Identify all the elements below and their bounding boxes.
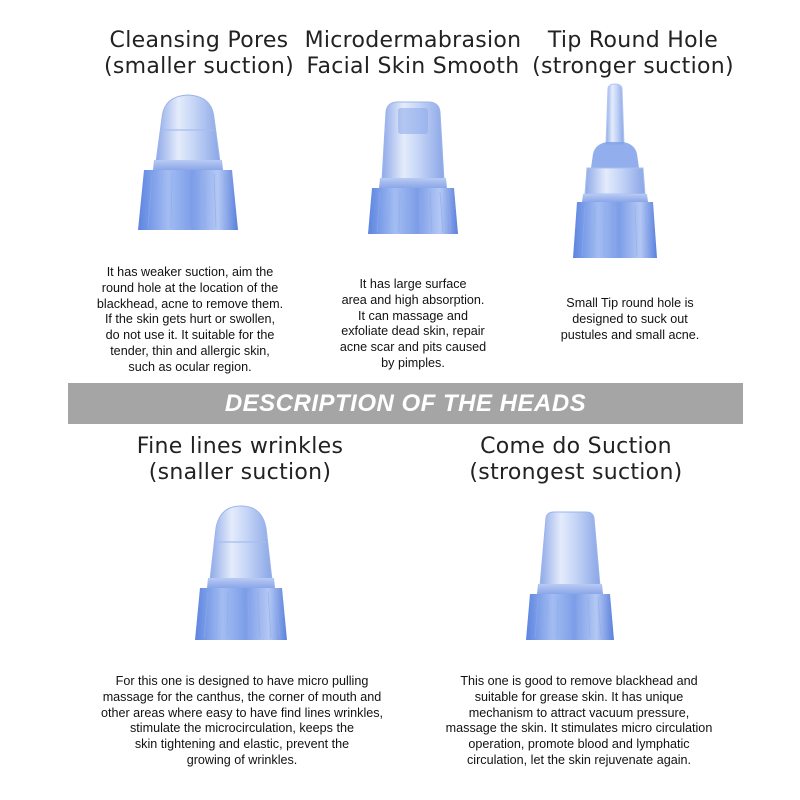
head-4-desc-line-3: other areas where easy to have find lines wrinkles, <box>100 705 384 720</box>
head-1-desc-line-3: blackhead, acne to remove them. <box>96 296 284 311</box>
head-2-description <box>318 277 508 372</box>
head-5-description <box>426 674 732 769</box>
head-4-title-line-1: Fine lines wrinkles <box>136 434 344 459</box>
head-4-description <box>84 674 400 769</box>
head-5-title <box>458 434 694 486</box>
head-5-title-line-1: Come do Suction <box>480 434 672 459</box>
head-3-title-line-2: (stronger suction) <box>532 54 734 79</box>
head-1-description <box>60 265 320 376</box>
head-1-title-line-2: (smaller suction) <box>103 54 295 79</box>
head-2-title <box>302 28 524 80</box>
wide-tip-head-icon <box>522 508 618 644</box>
oval-tip-head-icon <box>188 502 294 644</box>
head-2-desc-line-5: acne scar and pits caused <box>339 340 487 355</box>
head-3-desc-line-3: pustules and small acne. <box>560 327 700 342</box>
head-3-desc-line-2: designed to suck out <box>572 311 688 326</box>
head-1-title <box>90 28 308 80</box>
section-banner <box>68 383 743 424</box>
head-1-desc-line-1: It has weaker suction, aim the <box>106 265 274 279</box>
needle-tip-head-icon <box>565 82 665 264</box>
head-1-desc-line-6: tender, thin and allergic skin, <box>110 343 270 358</box>
flat-tip-head-icon <box>358 98 468 238</box>
head-2-desc-line-4: exfoliate dead skin, repair <box>341 324 485 339</box>
head-4-title <box>120 434 360 486</box>
head-5-desc-line-4: massage the skin. It stimulates micro circulation <box>445 721 713 736</box>
head-4-desc-line-4: stimulate the microcirculation, keeps the <box>130 721 354 736</box>
head-5-desc-line-2: suitable for grease skin. It has unique <box>474 689 684 704</box>
head-3-title-line-1: Tip Round Hole <box>547 28 719 53</box>
head-5-desc-line-1: This one is good to remove blackhead and <box>460 674 698 688</box>
head-4-title-line-2: (snaller suction) <box>148 460 332 485</box>
head-2-desc-line-3: It can massage and <box>358 308 468 323</box>
head-3-desc-line-1: Small Tip round hole is <box>566 296 694 310</box>
head-1-desc-line-4: If the skin gets hurt or swollen, <box>104 312 276 327</box>
head-5-desc-line-3: mechanism to attract vacuum pressure, <box>468 705 690 720</box>
head-3-description <box>540 296 720 343</box>
head-5-title-line-2: (strongest suction) <box>469 460 683 485</box>
head-3-title <box>528 28 738 80</box>
section-banner-title: DESCRIPTION OF THE HEADS <box>224 390 587 417</box>
head-1-desc-line-5: do not use it. It suitable for the <box>105 328 275 343</box>
head-2-desc-line-2: area and high absorption. <box>341 292 485 307</box>
head-2-desc-line-1: It has large surface <box>359 277 467 291</box>
head-4-desc-line-6: growing of wrinkles. <box>186 752 298 767</box>
head-1-desc-line-2: round hole at the location of the <box>101 280 279 295</box>
head-2-desc-line-6: by pimples. <box>381 355 445 370</box>
head-4-desc-line-1: For this one is designed to have micro pulling <box>115 674 369 688</box>
head-2-title-line-1: Microdermabrasion <box>304 28 522 53</box>
head-4-desc-line-5: skin tightening and elastic, prevent the <box>134 737 350 752</box>
head-4-desc-line-2: massage for the canthus, the corner of mouth and <box>102 689 382 704</box>
head-5-desc-line-6: circulation, let the skin rejuvenate again. <box>466 752 692 767</box>
head-1-title-line-1: Cleansing Pores <box>109 28 289 53</box>
head-5-desc-line-5: operation, promote blood and lymphatic <box>468 737 690 752</box>
rounded-tip-head-icon <box>128 90 248 235</box>
head-2-title-line-2: Facial Skin Smooth <box>306 54 520 79</box>
head-1-desc-line-7: such as ocular region. <box>128 359 252 374</box>
